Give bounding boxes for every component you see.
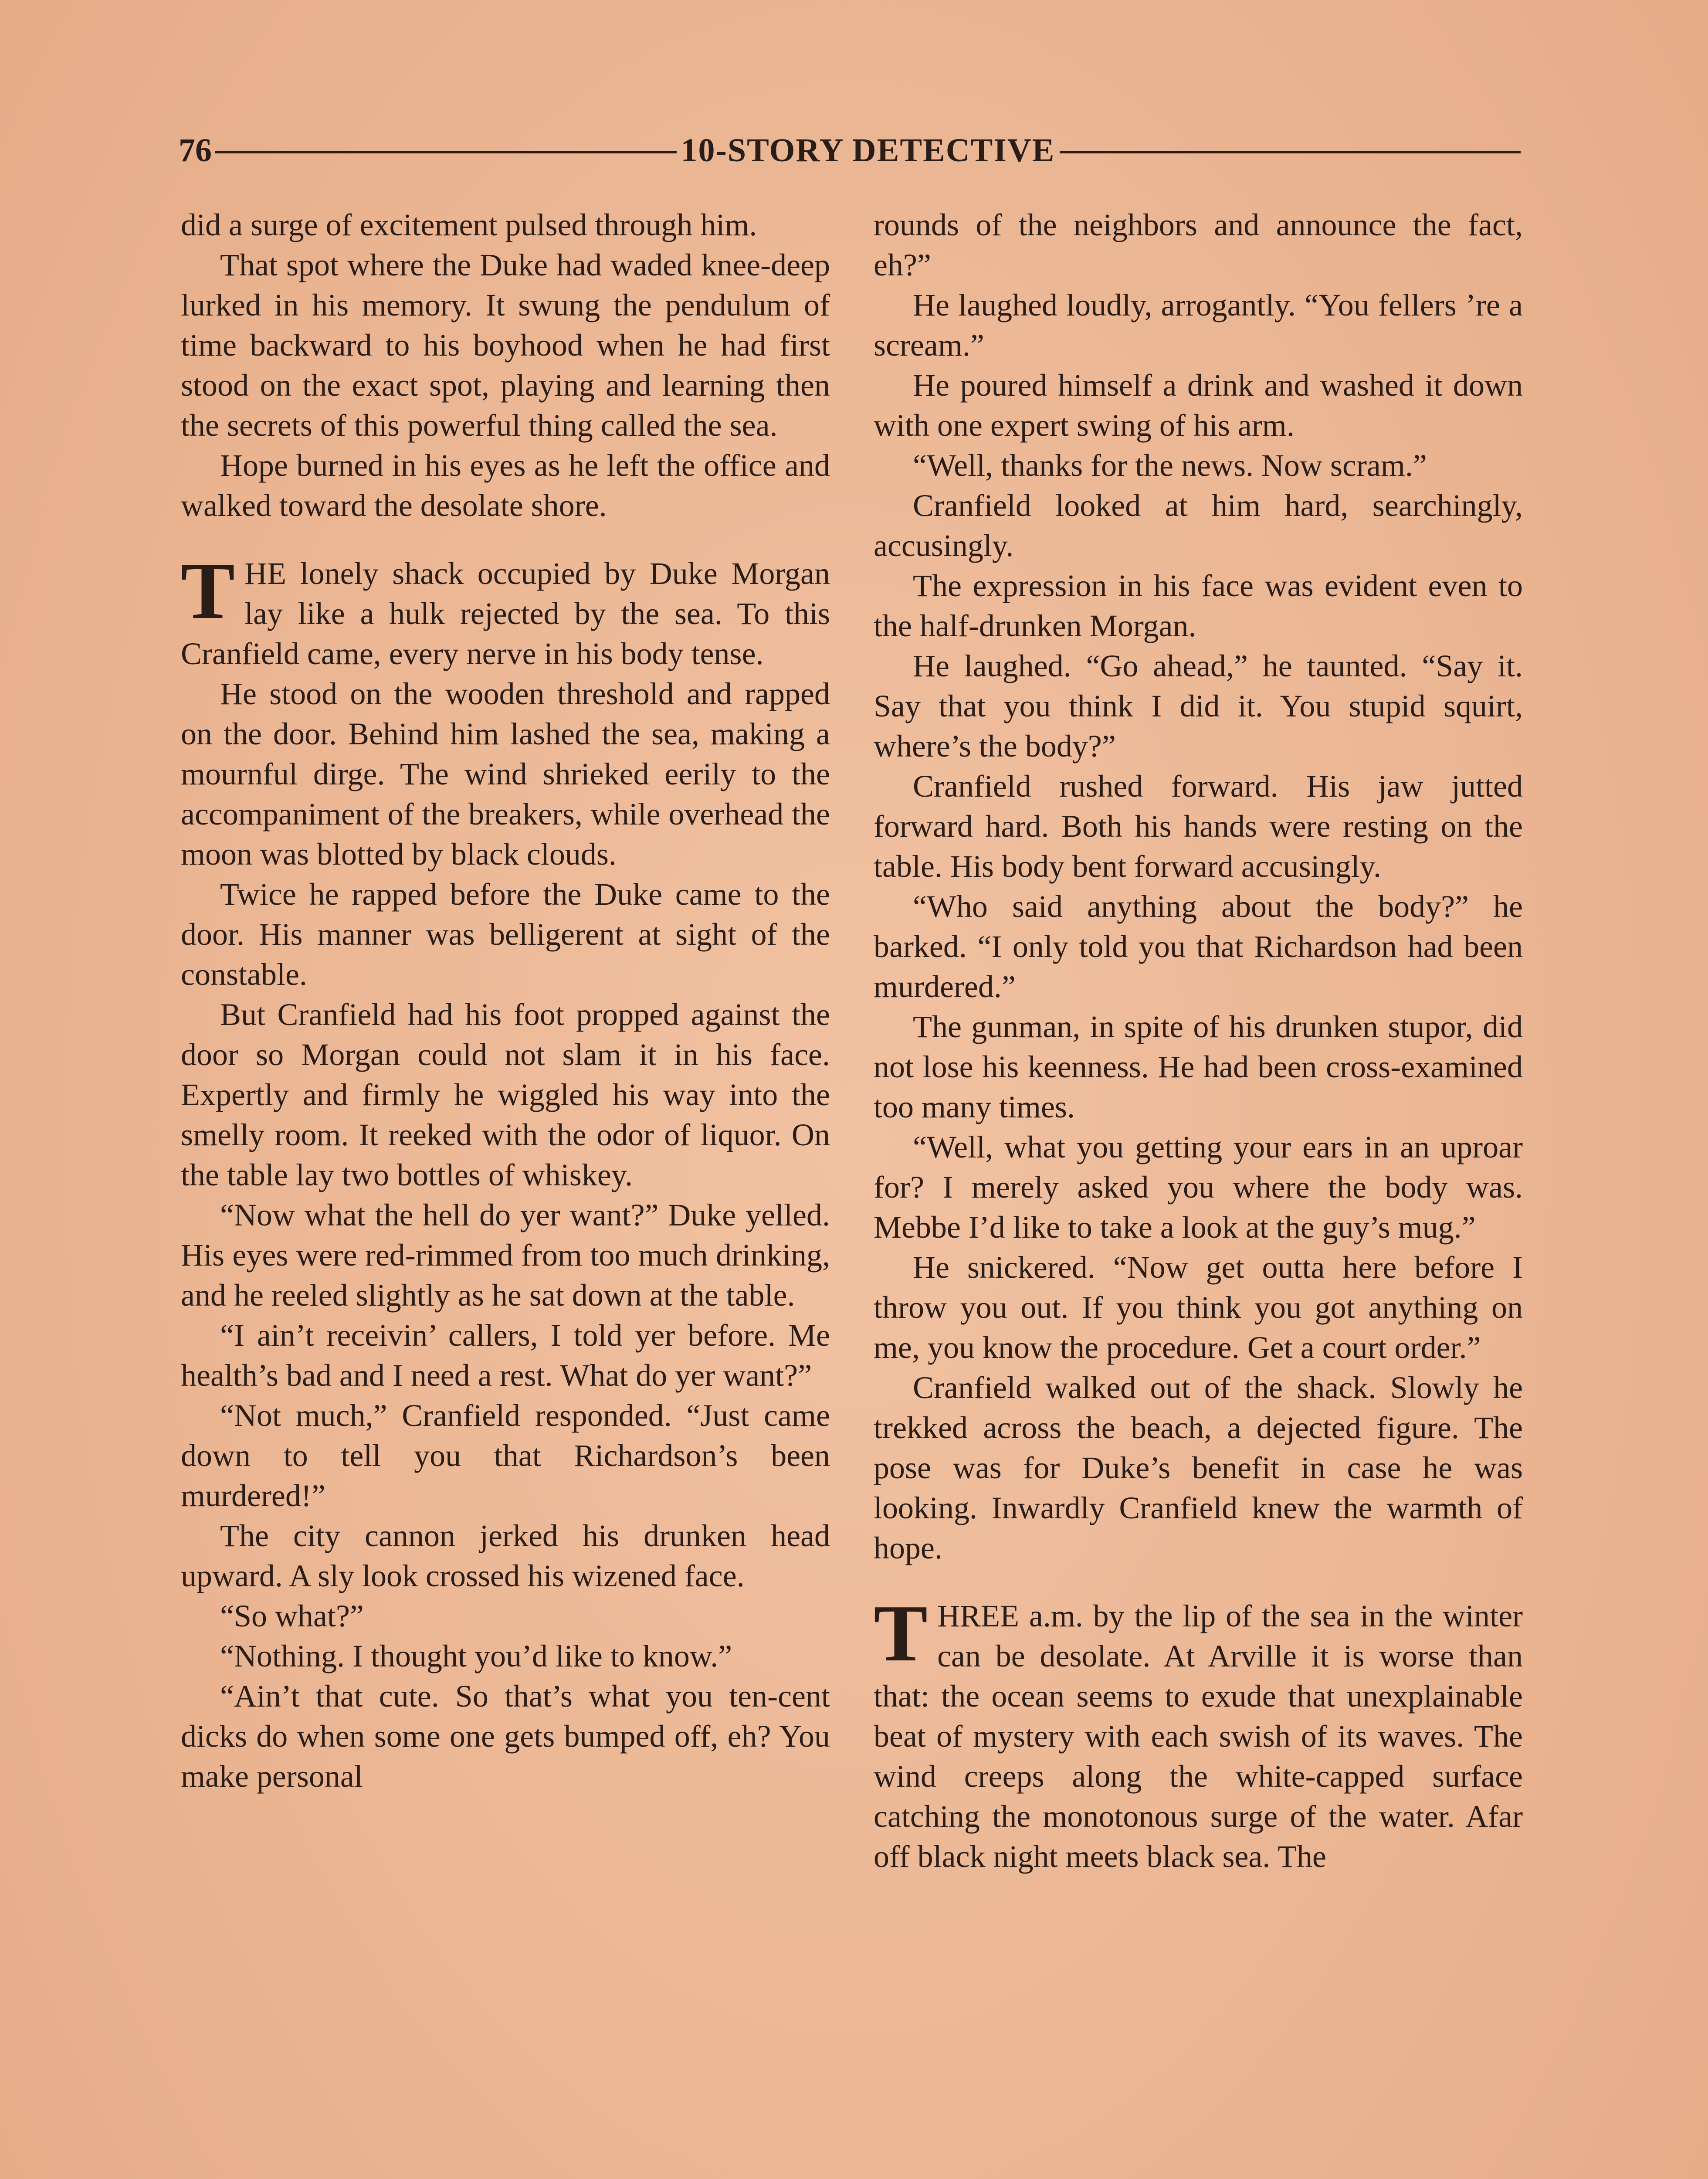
paragraph — [181, 445, 830, 526]
right-column — [874, 205, 1523, 2179]
running-header — [179, 126, 1521, 174]
drop-cap: T — [874, 1588, 928, 1678]
paragraph — [181, 1195, 830, 1315]
paragraph-text: “Now what the hell do yer want?” Duke yelled. His eyes were red-rimmed from too much drinking, and he reeled slightly as he sat down at the table. — [181, 1198, 830, 1313]
paragraph-text: He stood on the wooden threshold and rapped on the door. Behind him lashed the sea, making a mournful dirge. The wind shrieked eerily to the accompaniment of the breakers, while overhead the moon was blotted by black clouds. — [181, 676, 830, 872]
paragraph-text: Twice he rapped before the Duke came to the door. His manner was belligerent at sight of the constable. — [181, 877, 830, 992]
paragraph-text: He snickered. “Now get outta here before I throw you out. If you think you got anything on me, you know the procedure. Get a court order.” — [874, 1250, 1523, 1365]
page-number: 76 — [179, 132, 212, 169]
paragraph — [874, 566, 1523, 646]
magazine-title: 10-STORY DETECTIVE — [681, 132, 1055, 169]
paragraph-text: rounds of the neighbors and announce the fact, eh?” — [874, 207, 1523, 282]
paragraph — [874, 1588, 1523, 1877]
paragraph — [181, 1596, 830, 1636]
paragraph — [874, 485, 1523, 566]
paragraph — [874, 285, 1523, 365]
paragraph-text: That spot where the Duke had waded knee-deep lurked in his memory. It swung the pendulum of time backward to his boyhood when he had first stood on the exact spot, playing and learning then the secrets of this powerful thing called the sea. — [181, 248, 830, 443]
paragraph — [181, 674, 830, 874]
paragraph — [181, 1636, 830, 1676]
paragraph-text: Cranfield looked at him hard, searchingly, accusingly. — [874, 488, 1523, 563]
paragraph-text: “Well, what you getting your ears in an uproar for? I merely asked you where the body was. Mebbe I’d like to take a look at the guy’s mug.” — [874, 1130, 1523, 1245]
paragraph-text: Cranfield walked out of the shack. Slowly he trekked across the beach, a dejected figure. The pose was for Duke’s benefit in case he was looking. Inwardly Cranfield knew the warmth of hope. — [874, 1370, 1523, 1565]
paragraph-text: “Who said anything about the body?” he barked. “I only told you that Richardson had been murdered.” — [874, 889, 1523, 1004]
paragraph-text: “Nothing. I thought you’d like to know.” — [220, 1639, 732, 1673]
paragraph-text: HE lonely shack occupied by Duke Morgan lay like a hulk rejected by the sea. To this Cranfield came, every nerve in his body tense. — [181, 556, 830, 671]
paragraph — [874, 646, 1523, 766]
paragraph-text: “Ain’t that cute. So that’s what you ten-cent dicks do when some one gets bumped off, eh? You make personal — [181, 1679, 830, 1794]
paragraph-text: He laughed loudly, arrogantly. “You fellers ’re a scream.” — [874, 288, 1523, 363]
paragraph — [181, 546, 830, 674]
paragraph-text: The expression in his face was evident even to the half-drunken Morgan. — [874, 568, 1523, 643]
paragraph-text: did a surge of excitement pulsed through him. — [181, 207, 757, 242]
paragraph — [874, 1127, 1523, 1247]
paragraph — [874, 445, 1523, 485]
paragraph-text: Hope burned in his eyes as he left the office and walked toward the desolate shore. — [181, 448, 830, 523]
paragraph-text: Cranfield rushed forward. His jaw jutted forward hard. Both his hands were resting on the table. His body bent forward accusingly. — [874, 769, 1523, 884]
paragraph-text: HREE a.m. by the lip of the sea in the winter can be desolate. At Arville it is worse than that: the ocean seems to exude that unexplainable beat of mystery with each swish of its waves. The wind creeps along the white-capped surface catching the monotonous surge of the water. Afar off black night meets black sea. The — [874, 1599, 1523, 1874]
paragraph — [181, 1395, 830, 1516]
paragraph-text: He laughed. “Go ahead,” he taunted. “Say it. Say that you think I did it. You stupid squirt, where’s the body?” — [874, 648, 1523, 764]
paragraph — [874, 1368, 1523, 1568]
paragraph — [181, 245, 830, 445]
paragraph-text: “Well, thanks for the news. Now scram.” — [913, 448, 1427, 483]
paragraph-text: “So what?” — [220, 1599, 364, 1633]
header-rule-left — [215, 151, 677, 153]
paragraph — [181, 874, 830, 994]
paragraph-text: The city cannon jerked his drunken head upward. A sly look crossed his wizened face. — [181, 1518, 830, 1593]
header-rule-right — [1060, 151, 1521, 153]
paragraph — [874, 205, 1523, 285]
paragraph-text: “Not much,” Cranfield responded. “Just came down to tell you that Richardson’s been murdered!” — [181, 1398, 830, 1513]
drop-cap: T — [181, 546, 235, 636]
paragraph — [181, 1315, 830, 1395]
paragraph — [181, 1676, 830, 1796]
paragraph — [874, 1007, 1523, 1127]
paragraph-text: He poured himself a drink and washed it down with one expert swing of his arm. — [874, 368, 1523, 443]
paragraph-text: “I ain’t receivin’ callers, I told yer before. Me health’s bad and I need a rest. What do yer want?” — [181, 1318, 830, 1393]
paragraph — [874, 365, 1523, 445]
paragraph — [181, 205, 830, 245]
paragraph — [874, 766, 1523, 886]
left-column — [181, 205, 830, 2179]
paragraph — [874, 1247, 1523, 1368]
paragraph — [874, 886, 1523, 1007]
paragraph — [181, 994, 830, 1195]
paragraph-text: The gunman, in spite of his drunken stupor, did not lose his keenness. He had been cross-examined too many times. — [874, 1009, 1523, 1124]
paragraph-text: But Cranfield had his foot propped against the door so Morgan could not slam it in his face. Expertly and firmly he wiggled his way into the smelly room. It reeked with the odor of liquor. On the table lay two bottles of whiskey. — [181, 997, 830, 1192]
paragraph — [181, 1516, 830, 1596]
